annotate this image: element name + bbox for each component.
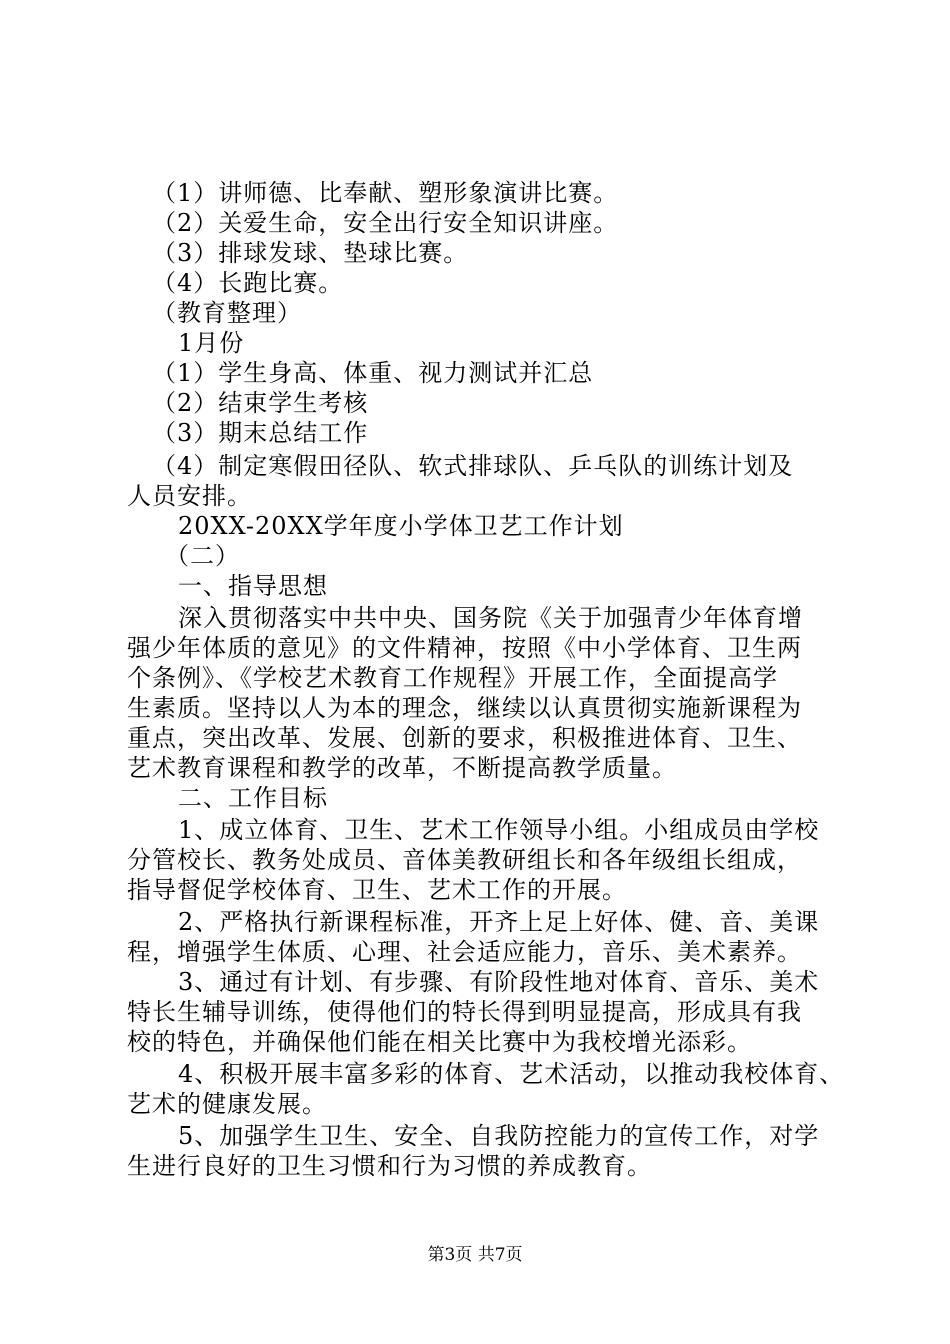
text-line: 个条例》、《学校艺术教育工作规程》开展工作，全面提高学 [127, 664, 778, 692]
text-line: （3）期末总结工作 [152, 419, 369, 447]
text-line: 20XX-20XX学年度小学体卫艺工作计划 [178, 512, 624, 540]
text-line: 二、工作目标 [178, 784, 328, 812]
text-line: 艺术教育课程和教学的改革，不断提高教学质量。 [127, 754, 677, 782]
text-line: 特长生辅导训练，使得他们的特长得到明显提高，形成具有我 [127, 998, 802, 1026]
text-line: 重点，突出改革、发展、创新的要求，积极推进体育、卫生、 [127, 724, 802, 752]
text-line: 校的特色，并确保他们能在相关比赛中为我校增光添彩。 [127, 1028, 752, 1056]
text-line: 3、通过有计划、有步骤、有阶段性地对体育、音乐、美术 [178, 968, 820, 996]
text-line: 人员安排。 [127, 482, 252, 510]
text-line: （4）制定寒假田径队、软式排球队、乒乓队的训练计划及 [152, 452, 794, 480]
text-line: （2）关爱生命，安全出行安全知识讲座。 [152, 209, 619, 237]
text-line: 5、加强学生卫生、安全、自我防控能力的宣传工作，对学 [178, 1122, 820, 1150]
text-line: （1）学生身高、体重、视力测试并汇总 [152, 359, 594, 387]
text-line: 指导督促学校体育、卫生、艺术工作的开展。 [127, 876, 627, 904]
text-line: 强少年体质的意见》的文件精神，按照《中小学体育、卫生两 [127, 634, 802, 662]
text-line: 程，增强学生体质、心理、社会适应能力，音乐、美术素养。 [127, 938, 802, 966]
text-line: （教育整理） [152, 299, 302, 327]
text-line: （3）排球发球、垫球比赛。 [152, 239, 469, 267]
text-line: （二） [165, 542, 240, 570]
text-line: （4）长跑比赛。 [152, 269, 344, 297]
text-line: （2）结束学生考核 [152, 389, 369, 417]
text-line: 2、严格执行新课程标准，开齐上足上好体、健、音、美课 [178, 908, 820, 936]
text-line: 深入贯彻落实中共中央、国务院《关于加强青少年体育增 [178, 604, 803, 632]
text-line: （1）讲师德、比奉献、塑形象演讲比赛。 [152, 179, 619, 207]
text-line: 4、积极开展丰富多彩的体育、艺术活动，以推动我校体育、 [178, 1060, 845, 1088]
text-line: 分管校长、教务处成员、音体美教研组长和各年级组长组成， [127, 846, 802, 874]
text-line: 1、成立体育、卫生、艺术工作领导小组。小组成员由学校 [178, 816, 820, 844]
text-line: 生素质。坚持以人为本的理念，继续以认真贯彻实施新课程为 [127, 694, 802, 722]
text-line: 生进行良好的卫生习惯和行为习惯的养成教育。 [127, 1152, 652, 1180]
text-line: 艺术的健康发展。 [127, 1090, 327, 1118]
text-line: 一、指导思想 [178, 572, 328, 600]
page-number: 第3页 共7页 [427, 1245, 523, 1265]
text-line: 1月份 [178, 329, 245, 357]
